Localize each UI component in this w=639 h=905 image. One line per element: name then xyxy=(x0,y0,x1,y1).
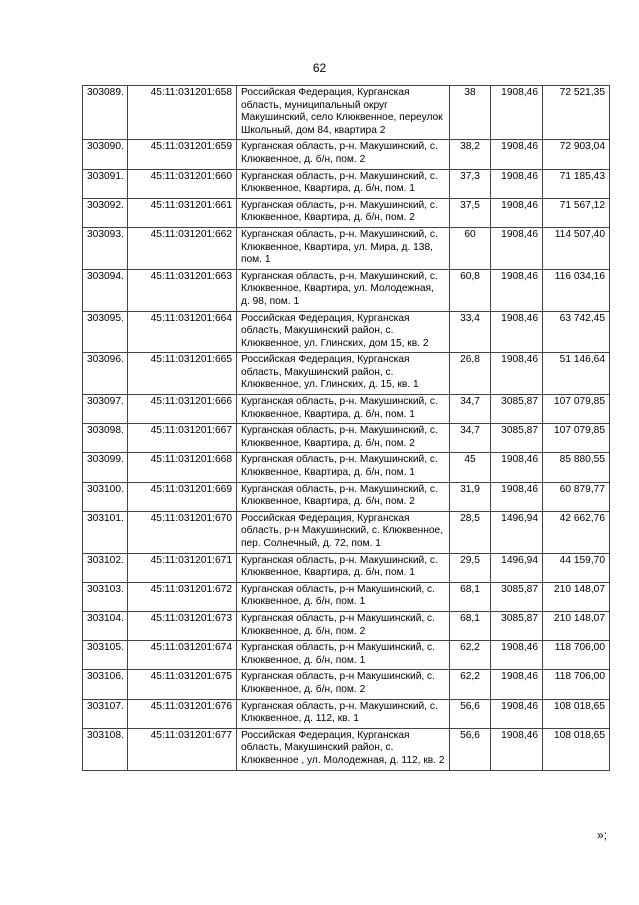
table-row xyxy=(83,395,610,424)
rate-cell: 1908,46 xyxy=(491,140,543,169)
record-number-cell: 303100. xyxy=(83,482,128,511)
area-cell: 37,5 xyxy=(450,198,491,227)
table-row xyxy=(83,553,610,582)
area-cell: 62,2 xyxy=(450,670,491,699)
table-row xyxy=(83,641,610,670)
rate-cell: 1908,46 xyxy=(491,699,543,728)
rate-cell: 1908,46 xyxy=(491,353,543,395)
cadastral-value-cell: 108 018,65 xyxy=(543,699,610,728)
table-row xyxy=(83,582,610,611)
table-row xyxy=(83,169,610,198)
rate-cell: 1908,46 xyxy=(491,198,543,227)
rate-cell: 1908,46 xyxy=(491,311,543,353)
cadastral-value-cell: 108 018,65 xyxy=(543,728,610,770)
cadastral-value-cell: 210 148,07 xyxy=(543,611,610,640)
cadastral-number-cell: 45:11:031201:669 xyxy=(128,482,237,511)
area-cell: 38,2 xyxy=(450,140,491,169)
address-cell: Курганская область, р-н. Макушинский, с. Клюквенное, Квартира, ул. Мира, д. 138, пом. 1 xyxy=(237,227,450,269)
table-row xyxy=(83,311,610,353)
table-row xyxy=(83,699,610,728)
address-cell: Курганская область, р-н. Макушинский, с. Клюквенное, Квартира, ул. Молодежная, д. 98, пом. 1 xyxy=(237,269,450,311)
area-cell: 29,5 xyxy=(450,553,491,582)
rate-cell: 1908,46 xyxy=(491,670,543,699)
record-number-cell: 303106. xyxy=(83,670,128,699)
cadastral-number-cell: 45:11:031201:672 xyxy=(128,582,237,611)
address-cell: Курганская область, р-н. Макушинский, с. Клюквенное, д. 112, кв. 1 xyxy=(237,699,450,728)
cadastral-value-cell: 51 146,64 xyxy=(543,353,610,395)
record-number-cell: 303096. xyxy=(83,353,128,395)
cadastral-value-cell: 71 185,43 xyxy=(543,169,610,198)
address-cell: Российская Федерация, Курганская область, муниципальный округ Макушинский, село Клюквенное, переулок Школьный, дом 84, квартира 2 xyxy=(237,86,450,140)
cadastral-number-cell: 45:11:031201:663 xyxy=(128,269,237,311)
rate-cell: 1908,46 xyxy=(491,86,543,140)
table-row xyxy=(83,269,610,311)
cadastral-value-cell: 107 079,85 xyxy=(543,424,610,453)
table-row xyxy=(83,353,610,395)
record-number-cell: 303095. xyxy=(83,311,128,353)
area-cell: 34,7 xyxy=(450,424,491,453)
area-cell: 28,5 xyxy=(450,511,491,553)
address-cell: Курганская область, р-н Макушинский, с. Клюквенное, д. б/н, пом. 1 xyxy=(237,641,450,670)
address-cell: Российская Федерация, Курганская область, Макушинский район, с. Клюквенное , ул. Молодежная, д. 112, кв. 2 xyxy=(237,728,450,770)
cadastral-number-cell: 45:11:031201:667 xyxy=(128,424,237,453)
address-cell: Курганская область, р-н Макушинский, с. Клюквенное, д. б/н, пом. 1 xyxy=(237,582,450,611)
area-cell: 38 xyxy=(450,86,491,140)
table-row xyxy=(83,728,610,770)
record-number-cell: 303099. xyxy=(83,453,128,482)
cadastral-value-cell: 44 159,70 xyxy=(543,553,610,582)
area-cell: 33,4 xyxy=(450,311,491,353)
rate-cell: 1908,46 xyxy=(491,227,543,269)
address-cell: Российская Федерация, Курганская область, Макушинский район, с. Клюквенное, ул. Глинских, д. 15, кв. 1 xyxy=(237,353,450,395)
area-cell: 60,8 xyxy=(450,269,491,311)
address-cell: Российская Федерация, Курганская область, Макушинский район, с. Клюквенное, ул. Глинских, дом 15, кв. 2 xyxy=(237,311,450,353)
cadastral-value-cell: 118 706,00 xyxy=(543,670,610,699)
page-number: 62 xyxy=(312,61,327,75)
address-cell: Курганская область, р-н. Макушинский, с. Клюквенное, Квартира, д. б/н, пом. 1 xyxy=(237,453,450,482)
address-cell: Курганская область, р-н. Макушинский, с. Клюквенное, Квартира, д. б/н, пом. 1 xyxy=(237,553,450,582)
record-number-cell: 303098. xyxy=(83,424,128,453)
cadastral-value-cell: 116 034,16 xyxy=(543,269,610,311)
rate-cell: 1908,46 xyxy=(491,641,543,670)
address-cell: Курганская область, р-н. Макушинский, с. Клюквенное, Квартира, д. б/н, пом. 1 xyxy=(237,395,450,424)
area-cell: 68,1 xyxy=(450,611,491,640)
rate-cell: 1908,46 xyxy=(491,169,543,198)
cadastral-number-cell: 45:11:031201:660 xyxy=(128,169,237,198)
area-cell: 62,2 xyxy=(450,641,491,670)
rate-cell: 3085,87 xyxy=(491,582,543,611)
cadastral-value-cell: 85 880,55 xyxy=(543,453,610,482)
rate-cell: 3085,87 xyxy=(491,611,543,640)
cadastral-value-cell: 72 903,04 xyxy=(543,140,610,169)
closing-quote: »; xyxy=(597,828,608,842)
rate-cell: 1908,46 xyxy=(491,728,543,770)
rate-cell: 1908,46 xyxy=(491,482,543,511)
address-cell: Курганская область, р-н Макушинский, с. Клюквенное, д. б/н, пом. 2 xyxy=(237,611,450,640)
registry-table-body xyxy=(83,86,610,771)
cadastral-number-cell: 45:11:031201:665 xyxy=(128,353,237,395)
rate-cell: 3085,87 xyxy=(491,424,543,453)
record-number-cell: 303102. xyxy=(83,553,128,582)
cadastral-number-cell: 45:11:031201:659 xyxy=(128,140,237,169)
area-cell: 45 xyxy=(450,453,491,482)
cadastral-number-cell: 45:11:031201:666 xyxy=(128,395,237,424)
record-number-cell: 303105. xyxy=(83,641,128,670)
cadastral-value-cell: 118 706,00 xyxy=(543,641,610,670)
area-cell: 56,6 xyxy=(450,699,491,728)
record-number-cell: 303104. xyxy=(83,611,128,640)
cadastral-value-cell: 107 079,85 xyxy=(543,395,610,424)
record-number-cell: 303092. xyxy=(83,198,128,227)
address-cell: Курганская область, р-н. Макушинский, с. Клюквенное, Квартира, д. б/н, пом. 2 xyxy=(237,424,450,453)
record-number-cell: 303090. xyxy=(83,140,128,169)
cadastral-value-cell: 114 507,40 xyxy=(543,227,610,269)
table-row xyxy=(83,140,610,169)
cadastral-number-cell: 45:11:031201:675 xyxy=(128,670,237,699)
record-number-cell: 303101. xyxy=(83,511,128,553)
area-cell: 34,7 xyxy=(450,395,491,424)
table-row xyxy=(83,482,610,511)
address-cell: Курганская область, р-н. Макушинский, с. Клюквенное, Квартира, д. б/н, пом. 1 xyxy=(237,169,450,198)
area-cell: 31,9 xyxy=(450,482,491,511)
rate-cell: 1908,46 xyxy=(491,453,543,482)
rate-cell: 1496,94 xyxy=(491,511,543,553)
cadastral-number-cell: 45:11:031201:676 xyxy=(128,699,237,728)
cadastral-number-cell: 45:11:031201:677 xyxy=(128,728,237,770)
table-row xyxy=(83,227,610,269)
area-cell: 37,3 xyxy=(450,169,491,198)
cadastral-number-cell: 45:11:031201:664 xyxy=(128,311,237,353)
cadastral-number-cell: 45:11:031201:668 xyxy=(128,453,237,482)
table-row xyxy=(83,611,610,640)
record-number-cell: 303103. xyxy=(83,582,128,611)
record-number-cell: 303091. xyxy=(83,169,128,198)
cadastral-value-cell: 42 662,76 xyxy=(543,511,610,553)
cadastral-value-cell: 60 879,77 xyxy=(543,482,610,511)
table-row xyxy=(83,424,610,453)
cadastral-number-cell: 45:11:031201:670 xyxy=(128,511,237,553)
record-number-cell: 303093. xyxy=(83,227,128,269)
rate-cell: 3085,87 xyxy=(491,395,543,424)
cadastral-value-cell: 71 567,12 xyxy=(543,198,610,227)
address-cell: Курганская область, р-н. Макушинский, с. Клюквенное, Квартира, д. б/н, пом. 2 xyxy=(237,198,450,227)
cadastral-value-cell: 63 742,45 xyxy=(543,311,610,353)
cadastral-number-cell: 45:11:031201:673 xyxy=(128,611,237,640)
address-cell: Курганская область, р-н. Макушинский, с. Клюквенное, д. б/н, пом. 2 xyxy=(237,140,450,169)
record-number-cell: 303089. xyxy=(83,86,128,140)
area-cell: 26,8 xyxy=(450,353,491,395)
cadastral-number-cell: 45:11:031201:674 xyxy=(128,641,237,670)
cadastral-number-cell: 45:11:031201:658 xyxy=(128,86,237,140)
table-row xyxy=(83,198,610,227)
table-row xyxy=(83,511,610,553)
registry-table xyxy=(82,85,610,771)
record-number-cell: 303097. xyxy=(83,395,128,424)
table-row xyxy=(83,453,610,482)
record-number-cell: 303094. xyxy=(83,269,128,311)
address-cell: Курганская область, р-н Макушинский, с. Клюквенное, д. б/н, пом. 2 xyxy=(237,670,450,699)
area-cell: 60 xyxy=(450,227,491,269)
rate-cell: 1908,46 xyxy=(491,269,543,311)
address-cell: Курганская область, р-н. Макушинский, с. Клюквенное, Квартира, д. б/н, пом. 2 xyxy=(237,482,450,511)
area-cell: 56,6 xyxy=(450,728,491,770)
address-cell: Российская Федерация, Курганская область, р-н Макушинский, с. Клюквенное, пер. Солнечный, д. 72, пом. 1 xyxy=(237,511,450,553)
table-row xyxy=(83,670,610,699)
cadastral-number-cell: 45:11:031201:662 xyxy=(128,227,237,269)
record-number-cell: 303107. xyxy=(83,699,128,728)
record-number-cell: 303108. xyxy=(83,728,128,770)
area-cell: 68,1 xyxy=(450,582,491,611)
cadastral-number-cell: 45:11:031201:661 xyxy=(128,198,237,227)
cadastral-value-cell: 210 148,07 xyxy=(543,582,610,611)
rate-cell: 1496,94 xyxy=(491,553,543,582)
table-row xyxy=(83,86,610,140)
cadastral-number-cell: 45:11:031201:671 xyxy=(128,553,237,582)
cadastral-value-cell: 72 521,35 xyxy=(543,86,610,140)
